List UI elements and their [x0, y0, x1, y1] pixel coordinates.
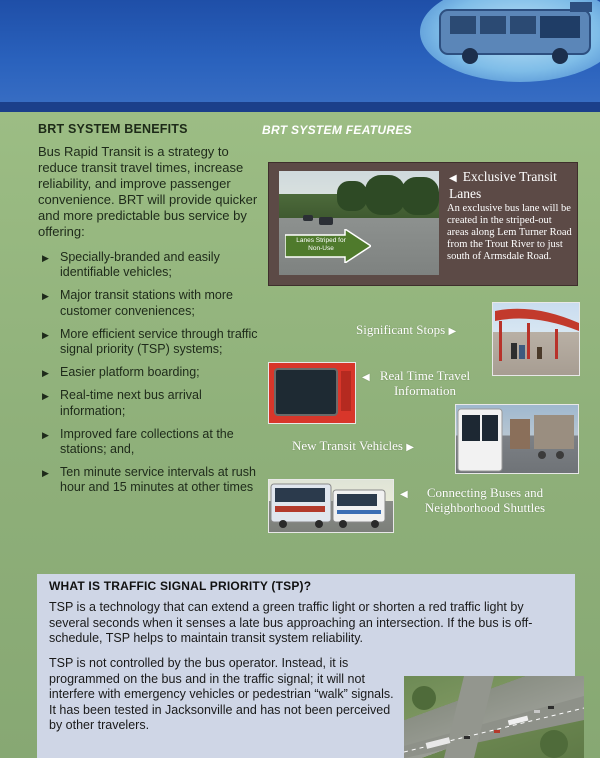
tree-shape — [337, 181, 367, 211]
lanes-description: An exclusive bus lane will be created in the striped-out areas along Lem Turner Road from the Trout River to just south of Armsdale Road. — [447, 203, 572, 262]
header-stripe — [0, 102, 600, 112]
new-vehicles-photo — [455, 404, 579, 474]
list-item: ▶ Major transit stations with more customer conveniences; — [42, 288, 233, 318]
lanes-photo — [279, 171, 439, 275]
connecting-buses-label: ◀ Connecting Buses and Neighborhood Shuttles — [400, 485, 546, 515]
list-item: ▶ Improved fare collections at the stations; and, — [42, 426, 234, 457]
real-time-display-photo — [268, 362, 356, 424]
benefits-heading: BRT SYSTEM BENEFITS — [38, 122, 188, 136]
significant-stops-photo — [492, 302, 580, 376]
bullet-icon: ▶ — [42, 253, 49, 263]
pointer-left-icon: ◀ — [449, 173, 457, 184]
pointer-right-icon: ▶ — [406, 442, 414, 453]
bus-illustration — [420, 0, 600, 82]
header-banner — [0, 0, 600, 112]
list-item: ▶ Real-time next bus arrival information; — [42, 388, 202, 418]
list-item: ▶ Easier platform boarding; — [38, 365, 260, 380]
benefits-intro: Bus Rapid Transit is a strategy to reduce transit travel times, increase reliability, and improve passenger convenience. BRT will provide quicker and more predictable bus service by offering: — [38, 144, 258, 239]
significant-stops-label: Significant Stops ▶ — [356, 322, 457, 337]
tree-shape — [401, 177, 439, 215]
lanes-title: ◀ Exclusive Transit Lanes — [449, 169, 557, 201]
bullet-icon: ▶ — [42, 391, 49, 402]
tsp-paragraph-1: TSP is a technology that can extend a green traffic light or shorten a red traffic light by several seconds when it senses a late bus approaching an intersection. If the bus is off-schedule, TSP helps to maintain transit system reliability. — [49, 600, 533, 645]
list-item: ▶ Specially-branded and easily identifiable vehicles; — [42, 250, 220, 280]
car-shape — [303, 215, 313, 221]
features-heading: BRT SYSTEM FEATURES — [262, 123, 412, 137]
benefits-section — [38, 122, 260, 504]
pointer-left-icon: ◀ — [400, 489, 408, 500]
list-item: ▶ More efficient service through traffic signal priority (TSP) systems; — [42, 326, 258, 357]
pointer-right-icon: ▶ — [448, 326, 457, 337]
real-time-label: ◀ Real Time Travel Information — [362, 368, 471, 398]
pointer-left-icon: ◀ — [362, 372, 370, 383]
connecting-buses-photo — [268, 479, 394, 533]
bullet-icon: ▶ — [42, 291, 49, 302]
bullet-icon: ▶ — [42, 329, 49, 340]
car-shape — [319, 217, 333, 225]
exclusive-lanes-box — [268, 162, 578, 286]
aerial-intersection-photo — [404, 676, 584, 758]
bullet-icon: ▶ — [42, 468, 49, 479]
benefits-list — [38, 250, 260, 496]
tsp-heading: WHAT IS TRAFFIC SIGNAL PRIORITY (TSP)? — [49, 579, 312, 593]
bullet-icon: ▶ — [42, 368, 49, 379]
list-item: ▶ Ten minute service intervals at rush hour and 15 minutes at other times — [42, 465, 256, 495]
bullet-icon: ▶ — [42, 429, 49, 440]
lanes-photo-label: Lanes Striped for Non-Use — [296, 237, 346, 252]
tree-shape — [365, 175, 405, 215]
tsp-paragraph-2: TSP is not controlled by the bus operator. Instead, it is programmed on the bus and in the traffic signal; it will not interfere with emergency vehicles or pedestrian “walk” signals. It has been tested in Jacksonville and has not been perceived by other travelers. — [49, 656, 394, 732]
new-vehicles-label: New Transit Vehicles ▶ — [292, 438, 414, 453]
